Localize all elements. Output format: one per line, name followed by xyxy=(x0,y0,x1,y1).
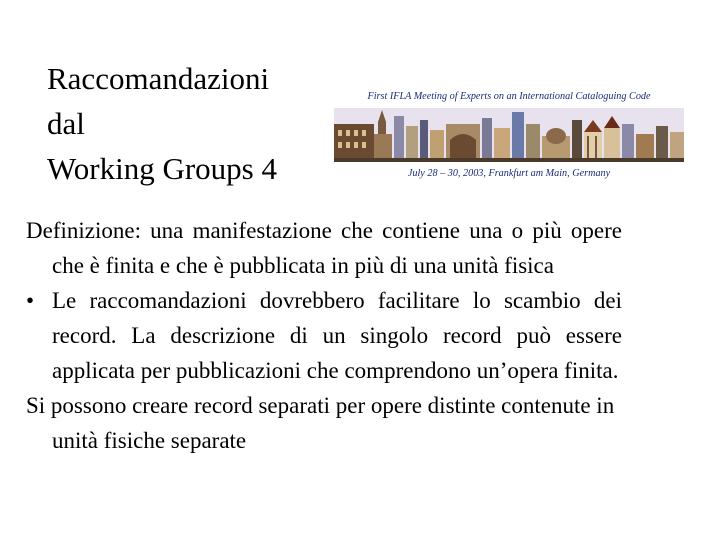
bullet-paragraph xyxy=(26,283,622,388)
banner-footer: July 28 – 30, 2003, Frankfurt am Main, Germany xyxy=(407,168,611,179)
title-line-2: dal xyxy=(47,106,85,141)
closing-paragraph: Si possono creare record separati per opere distinte contenute in unità fisiche separate xyxy=(26,393,615,453)
bullet-icon: • xyxy=(26,288,35,313)
skyline-collage xyxy=(334,108,684,162)
conference-banner-image xyxy=(330,80,688,180)
definition-paragraph: Definizione: una manifestazione che contiene una o più opere che è finita e che è pubblicata in più di una unità fisica xyxy=(26,218,622,278)
title-line-3: Working Groups 4 xyxy=(47,151,277,186)
slide-title xyxy=(47,56,277,191)
title-line-1: Raccomandazioni xyxy=(47,61,270,96)
bullet-text: Le raccomandazioni dovrebbero facilitare lo scambio dei record. La descrizione di un singolo record può essere applicata per pubblicazioni che comprendono un’opera finita. xyxy=(52,288,622,383)
slide-body xyxy=(26,213,622,458)
banner-heading: First IFLA Meeting of Experts on an International Cataloguing Code xyxy=(367,91,651,102)
